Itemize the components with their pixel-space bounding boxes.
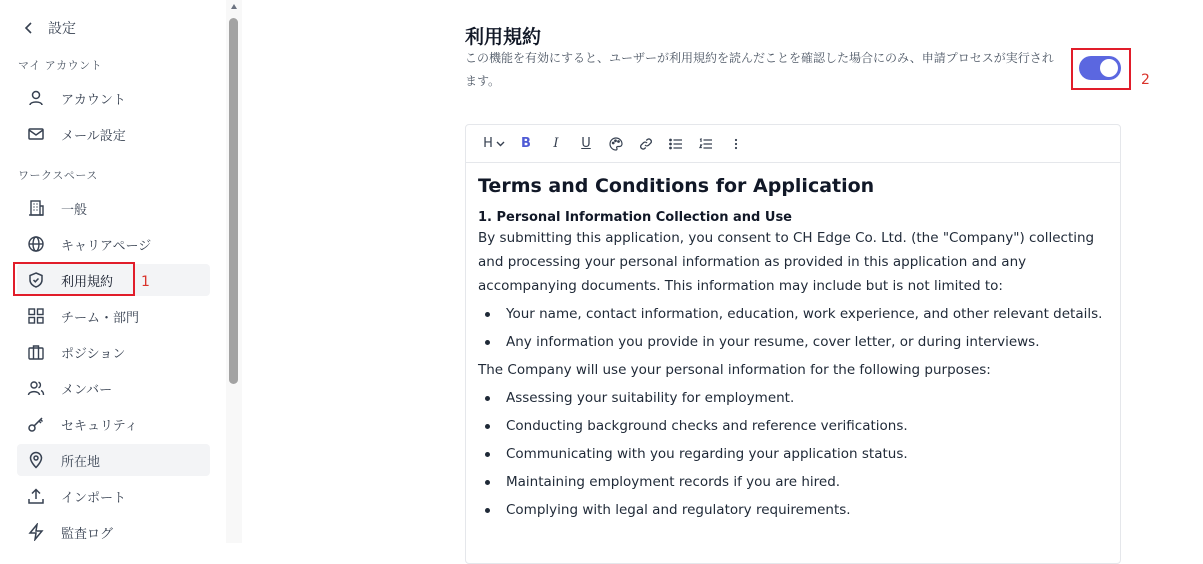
zap-icon (27, 523, 45, 541)
sidebar-item-label: 所在地 (61, 454, 101, 470)
map-pin-icon (27, 451, 45, 469)
sidebar-item-label: セキュリティ (61, 418, 138, 434)
sidebar-item-account[interactable] (17, 82, 210, 114)
toggle-knob (1100, 59, 1118, 77)
section-label-my-account: マイ アカウント (18, 59, 103, 72)
annotation-number-1: 1 (141, 274, 150, 290)
bullet-list (478, 384, 1108, 524)
scrollbar-thumb[interactable] (229, 18, 238, 384)
section-heading: 1. Personal Information Collection and Use (478, 210, 792, 225)
briefcase-icon (27, 343, 45, 361)
bullet-list (478, 300, 1108, 356)
list-item: Maintaining employment records if you are hired. (478, 468, 1108, 496)
sidebar-item-import[interactable] (17, 480, 210, 512)
sidebar-item-label: 利用規約 (61, 274, 114, 290)
sidebar-item-label: ポジション (61, 346, 126, 362)
bullet-list-button[interactable] (662, 132, 690, 156)
upload-icon (27, 487, 45, 505)
bullet-list-icon (669, 138, 683, 150)
sidebar-title: 設定 (48, 21, 76, 37)
heading-label: H (483, 136, 493, 151)
paragraph: The Company will use your personal information for the following purposes: (478, 362, 991, 378)
globe-icon (27, 235, 45, 253)
sidebar-item-label: キャリアページ (61, 238, 152, 254)
list-item: Conducting background checks and reference verifications. (478, 412, 1108, 440)
sidebar-item-label: メール設定 (61, 128, 126, 144)
list-item: Any information you provide in your resume, cover letter, or during interviews. (478, 328, 1108, 356)
chevron-left-icon (22, 21, 36, 35)
sidebar-item-label: アカウント (61, 92, 126, 108)
heading-dropdown[interactable] (478, 132, 510, 156)
sidebar-item-career-page[interactable] (17, 228, 210, 260)
key-icon (27, 415, 45, 433)
sidebar-item-label: 一般 (61, 202, 88, 218)
mail-icon (27, 125, 45, 143)
color-palette-button[interactable] (602, 132, 630, 156)
sidebar-item-mail-settings[interactable] (17, 118, 210, 150)
document-heading: Terms and Conditions for Application (478, 175, 875, 197)
sidebar-item-label: チーム・部門 (61, 310, 140, 326)
sidebar-item-location[interactable] (17, 444, 210, 476)
numbered-list-button[interactable] (692, 132, 720, 156)
sidebar-item-label: インポート (61, 490, 127, 506)
sidebar-scrollbar[interactable] (226, 0, 242, 543)
sidebar-item-security[interactable] (17, 408, 210, 440)
sidebar-item-positions[interactable] (17, 336, 210, 368)
terms-toggle[interactable] (1079, 56, 1121, 80)
editor-toolbar (466, 125, 1120, 163)
users-icon (27, 379, 45, 397)
chevron-down-icon (496, 141, 505, 147)
sidebar-item-audit-log[interactable] (17, 516, 210, 548)
editor-content[interactable] (466, 163, 1120, 524)
more-options-button[interactable] (722, 132, 750, 156)
back-to-settings[interactable] (22, 18, 76, 38)
grid-icon (27, 307, 45, 325)
annotation-number-2: 2 (1141, 72, 1150, 88)
underline-button[interactable]: U (581, 136, 591, 151)
link-button[interactable] (632, 132, 660, 156)
sidebar-item-members[interactable] (17, 372, 210, 404)
palette-icon (609, 137, 623, 151)
list-item: Communicating with you regarding your application status. (478, 440, 1108, 468)
numbered-list-icon (699, 138, 713, 150)
sidebar-item-label: メンバー (61, 382, 113, 398)
rich-text-editor[interactable] (465, 124, 1121, 564)
more-vertical-icon (734, 138, 738, 150)
annotation-box-1 (13, 262, 135, 296)
list-item: Complying with legal and regulatory requirements. (478, 496, 1108, 524)
page-description: この機能を有効にすると、ユーザーが利用規約を読んだことを確認した場合にのみ、申請プロセスが実行されます。 (465, 51, 1054, 88)
page-title: 利用規約 (465, 26, 542, 48)
link-icon (639, 137, 653, 151)
italic-button[interactable]: I (553, 136, 559, 151)
sidebar-item-label: 監査ログ (61, 526, 114, 542)
building-icon (27, 199, 45, 217)
paragraph: By submitting this application, you consent to CH Edge Co. Ltd. (the "Company") collecting and processing your personal information as provided in this application and any accompanying documents. This information may include but is not limited to: (478, 230, 1095, 294)
section-label-workspace: ワークスペース (18, 169, 98, 182)
list-item: Your name, contact information, education, work experience, and other relevant details. (478, 300, 1108, 328)
list-item: Assessing your suitability for employment. (478, 384, 1108, 412)
bold-button[interactable]: B (521, 136, 531, 151)
sidebar-item-teams[interactable] (17, 300, 210, 332)
scroll-up-arrow-icon[interactable] (231, 4, 237, 9)
user-icon (27, 89, 45, 107)
sidebar-item-general[interactable] (17, 192, 210, 224)
